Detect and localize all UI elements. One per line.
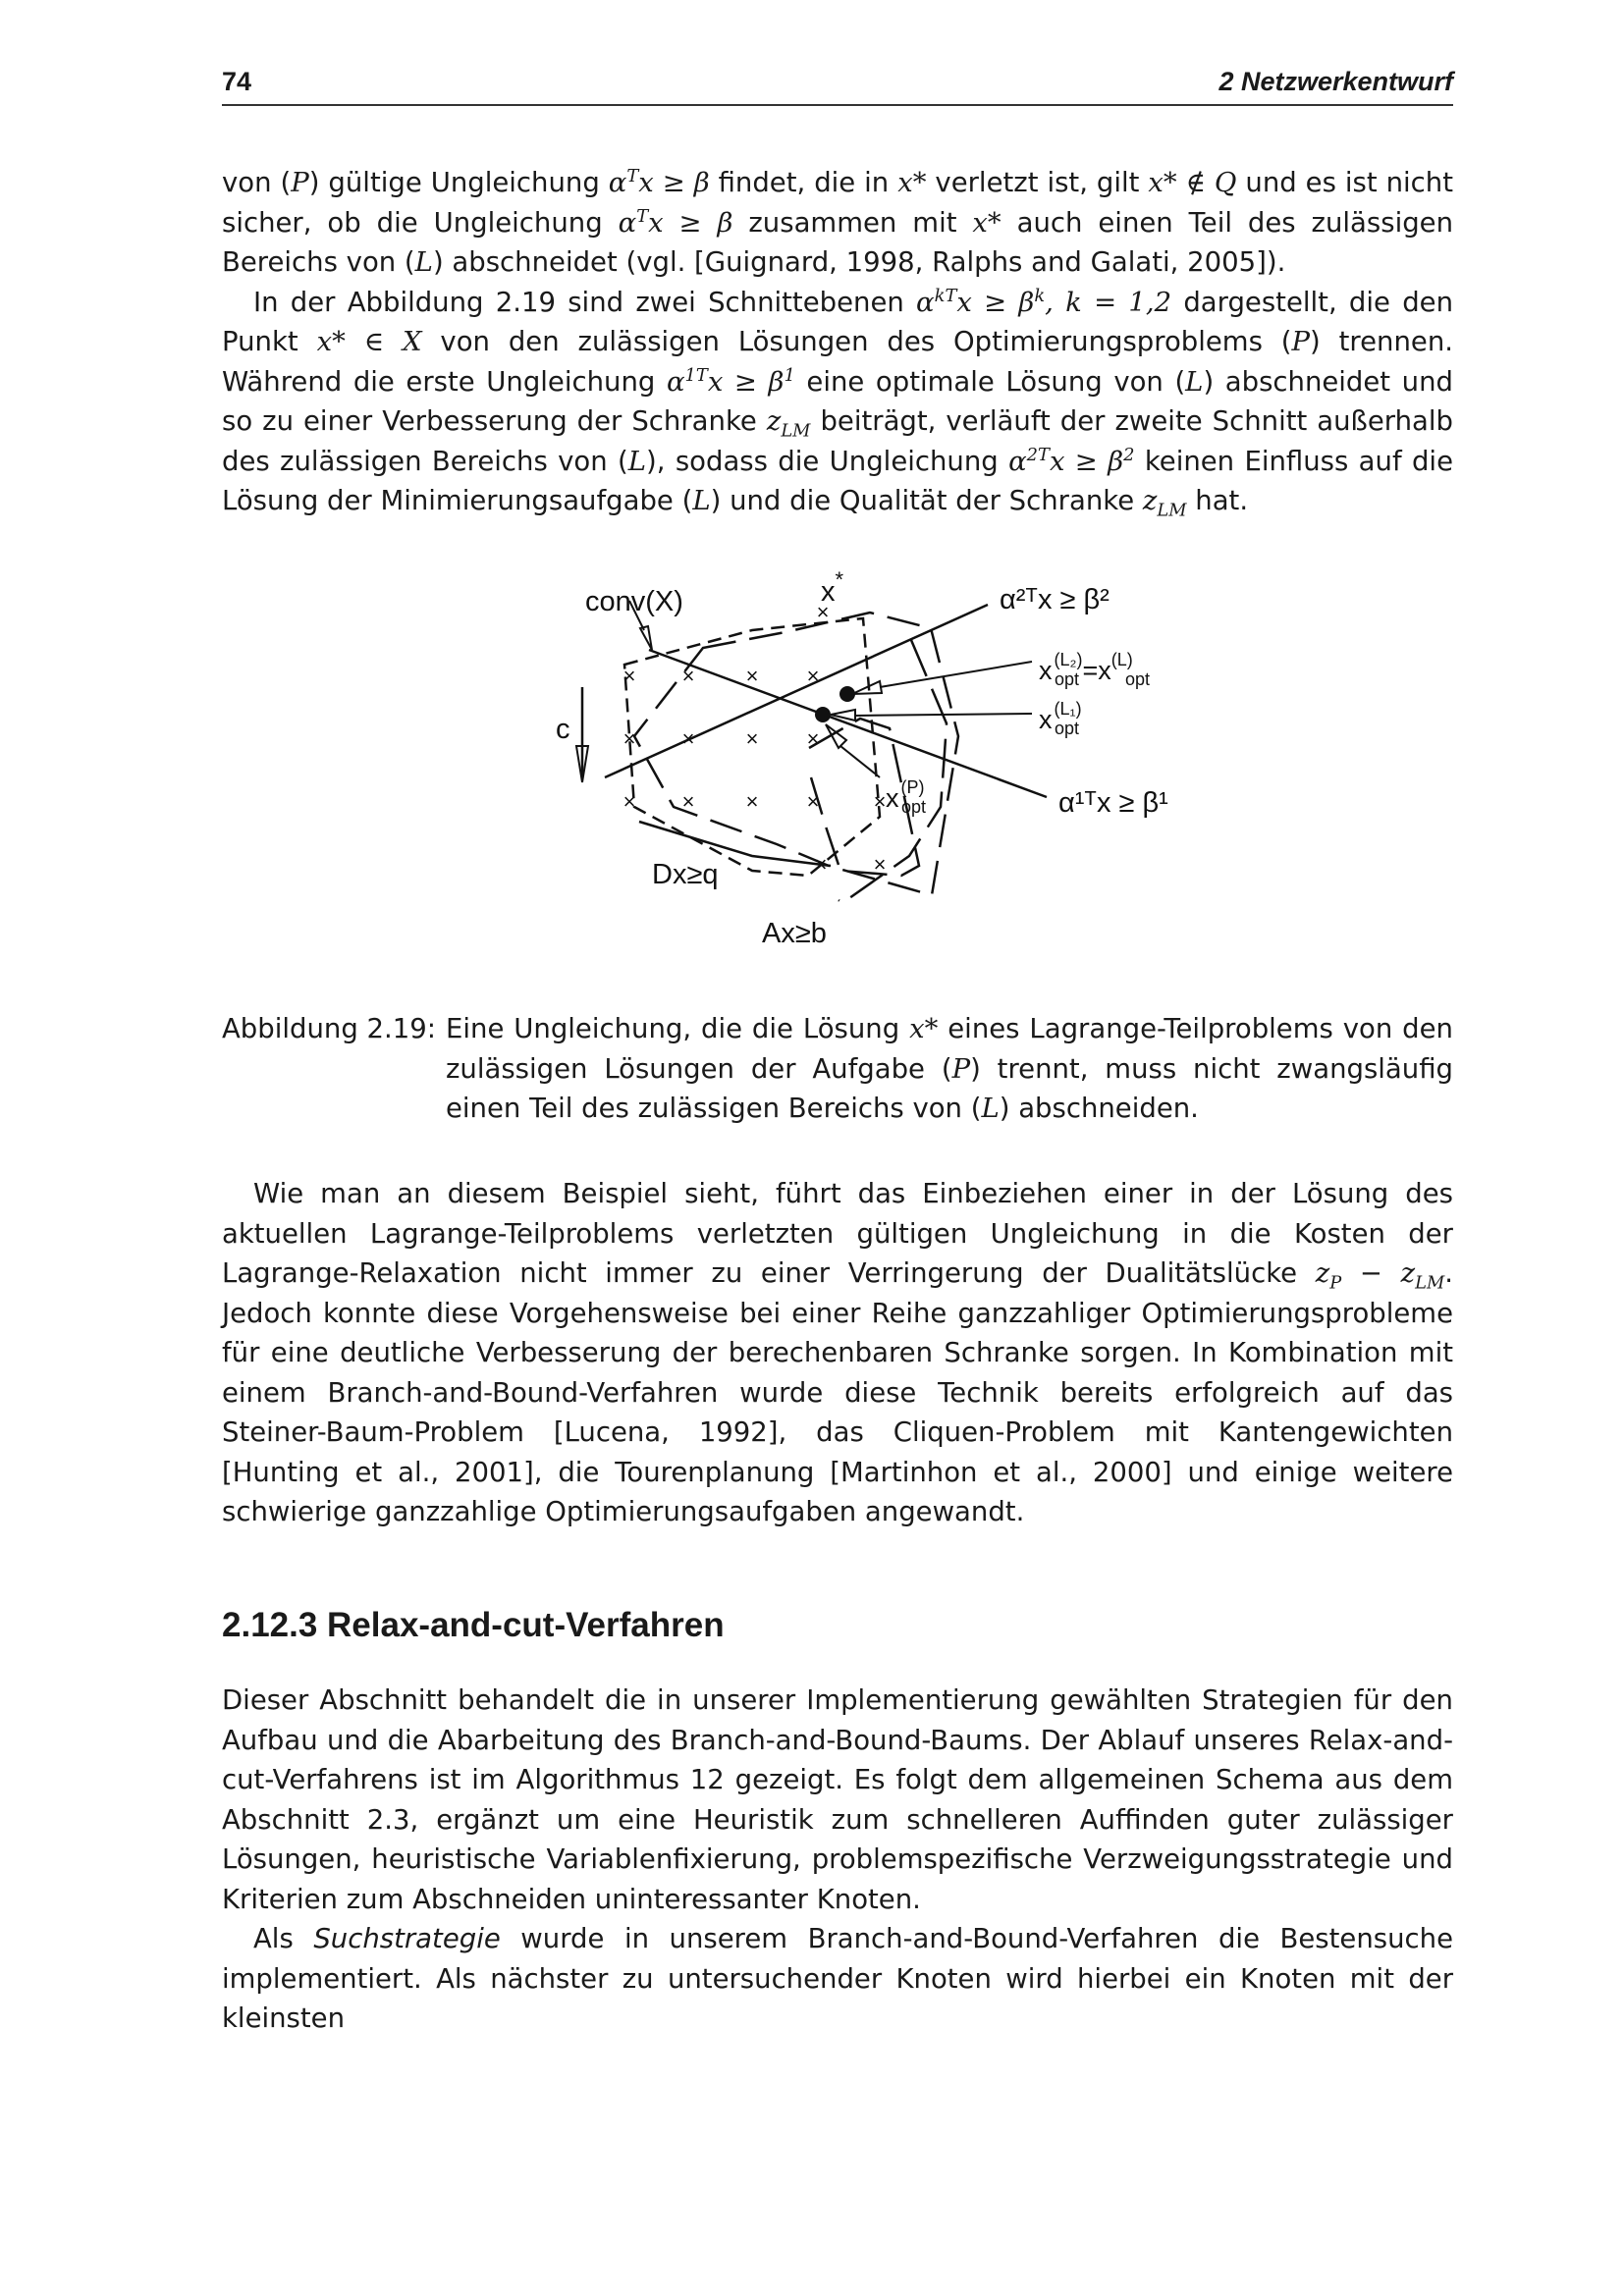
paragraph-2: In der Abbildung 2.19 sind zwei Schnittebenen $\alpha^{kT}x \ge \beta^k$, k = 1,2 dargestellt, die den Punkt x* ∈ X von den zulässigen Lösungen des Optimierungsproblems (P) trennen. Während die erste Ungleichung $\alpha^{1T}x \ge \beta^1$ eine optimale Lösung von (L) abschneidet und so zu einer Verbesserung der Schranke $z_{LM}$ beiträgt, verläuft der zweite Schnitt außerhalb des zulässigen Bereichs von (L), sodass die Ungleichung $\alpha^{2T}x \ge \beta^2$ keinen Einfluss auf die Lösung der Minimierungsaufgabe (L) und die Qualität der Schranke $z_{LM}$ hat. <box>222 285 1454 521</box>
xopt-l2-label: x $^{(L_2)}=x^{(L)}$ <box>1039 650 1133 685</box>
dx-label: Dx≥q <box>652 859 719 890</box>
svg-text:×: × <box>806 664 820 688</box>
paragraph-3: Wie man an diesem Beispiel sieht, führt das Einbeziehen einer in der Lösung des aktuellen Lagrange-Teilproblems verletzten gültigen Ungleichung in die Kosten der Lagrange-Relaxation nicht immer zu einer Verringerung der Dualitätslücke $z_P - z_{LM}$. Jedoch konnte diese Vorgehensweise bei einer Reihe ganzzahliger Optimierungsprobleme für eine deutliche Verbesserung der berechenbaren Schranke sorgen. In Kombination mit einem Branch-and-Bound-Verfahren wurde diese Technik bereits erfolgreich auf das Steiner-Baum-Problem [Lucena, 1992], das Cliquen-Problem mit Kantengewichten [Hunting et al., 2001], die Tourenplanung [Martinhon et al., 2000] und einige weitere schwierige ganzzahlige Optimierungsaufgaben angewandt. <box>222 1178 1453 1527</box>
svg-text:×: × <box>681 789 695 814</box>
svg-text:×: × <box>623 789 636 814</box>
svg-text:×: × <box>873 789 887 814</box>
running-header <box>222 63 1453 106</box>
svg-text:×: × <box>806 789 820 814</box>
svg-text:×: × <box>623 664 636 688</box>
svg-text:×: × <box>806 726 820 751</box>
xopt-l1-label: x $^{(L_1)}$ <box>1039 699 1082 734</box>
objective-label: c <box>556 714 570 745</box>
svg-text:×: × <box>745 726 759 751</box>
svg-text:×: × <box>681 664 695 688</box>
ax-label: Ax≥b <box>762 918 827 949</box>
conv-label: conv(X) <box>585 586 683 617</box>
svg-text:×: × <box>681 726 695 751</box>
emphasis-suchstrategie: Suchstrategie <box>313 1923 501 1954</box>
svg-text:×: × <box>745 789 759 814</box>
xopt-p-sub: opt <box>901 797 927 817</box>
svg-text:×: × <box>745 664 759 688</box>
xopt-l1-sub: opt <box>1055 719 1080 738</box>
xopt-l2-sub: opt <box>1055 669 1080 689</box>
cut-line-1 <box>649 650 1047 797</box>
arrow-l2 <box>880 662 1032 687</box>
discussion-paragraph <box>222 1174 1453 1532</box>
figure-caption <box>222 1009 1453 1129</box>
cut2-label: α²ᵀx ≥ β² <box>1000 584 1110 615</box>
caption-label: Abbildung 2.19: <box>222 1013 437 1044</box>
svg-text:×: × <box>623 726 636 751</box>
svg-text:×: × <box>873 852 887 877</box>
section-body <box>222 1681 1453 2039</box>
chapter-title: 2 Netzwerkentwurf <box>1218 67 1453 96</box>
paragraph-1: von (P) gültige Ungleichung $\alpha^Tx \ge \beta$ findet, die in x* verletzt ist, gilt x* ∉ Q und es ist nicht sicher, ob die Ungleichung $\alpha^Tx \ge \beta$ zusammen mit x* auch einen Teil des zulässigen Bereichs von (L) abschneidet (vgl. [Guignard, 1998, Ralphs and Galati, 2005]). <box>222 165 1454 278</box>
paragraph-4: Dieser Abschnitt behandelt die in unserer Implementierung gewählten Strategien für den Aufbau und die Abarbeitung des Branch-and-Bound-Baums. Der Ablauf unseres Relax-and-cut-Verfahrens ist im Algorithmus 12 gezeigt. Es folgt dem allgemeinen Schema aus dem Abschnitt 2.3, ergänzt um eine Heuristik zum schnelleren Auffinden guter zulässiger Lösungen, heuristische Variablenfixierung, problemspezifische Verzweigungsstrategie und Kriterien zum Abschneiden uninteressanter Knoten. <box>222 1684 1453 1915</box>
svg-text:×: × <box>814 852 828 877</box>
svg-text:×: × <box>816 600 830 624</box>
page-number: 74 <box>222 67 252 96</box>
xopt-p-label: x $^{(P)}$ <box>886 777 925 813</box>
figure-cutting-planes <box>556 571 1361 964</box>
arrowhead-l2 <box>852 681 882 694</box>
dx-region-polygon <box>634 613 958 895</box>
xstar-label: x* <box>821 571 844 608</box>
paragraph-5: Als Suchstrategie wurde in unserem Branch-and-Bound-Verfahren die Bestensuche implementiert. Als nächster zu untersuchender Knoten wird hierbei ein Knoten mit der kleinsten <box>222 1923 1453 2034</box>
xopt-l-sub: opt <box>1125 669 1151 689</box>
arrowhead-conv <box>640 626 652 650</box>
cut1-label: α¹ᵀx ≥ β¹ <box>1058 787 1168 819</box>
caption-text: Eine Ungleichung, die die Lösung x* eines Lagrange-Teilproblems von den zulässigen Lösungen der Aufgabe (P) trennt, muss nicht zwangsläufig einen Teil des zulässigen Bereichs von (L) abschneiden. <box>446 1013 1453 1124</box>
intro-text <box>222 163 1453 521</box>
xopt-p-point <box>815 707 831 722</box>
arrow-l1 <box>855 714 1032 716</box>
lattice-points <box>623 600 887 877</box>
section-heading: 2.12.3 Relax-and-cut-Verfahren <box>222 1606 725 1644</box>
inequality: $\alpha^Tx \ge \beta$ <box>608 165 710 198</box>
